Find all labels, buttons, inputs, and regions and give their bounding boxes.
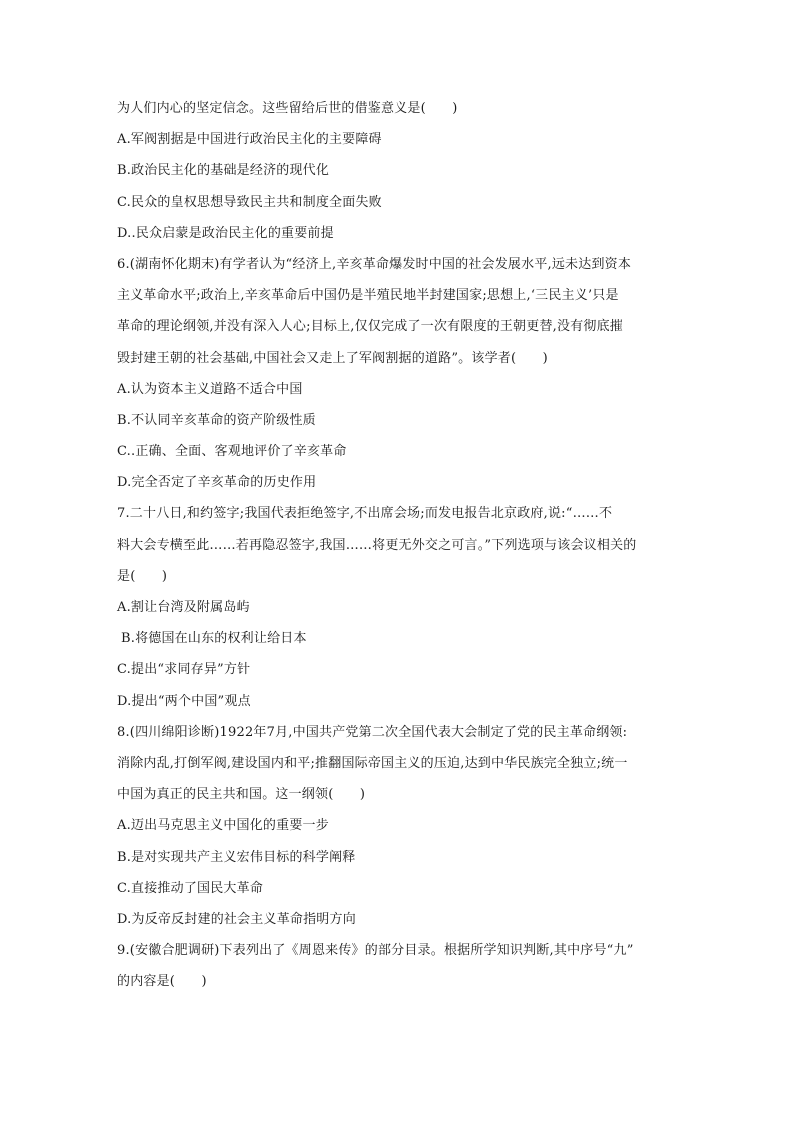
option-a-q8: A.迈出马克思主义中国化的重要一步 <box>117 818 329 834</box>
question-8-line-1: 8.(四川绵阳诊断)1922年7月,中国共产党第二次全国代表大会制定了党的民主革命纲领: <box>117 724 628 740</box>
option-b-q8: B.是对实现共产主义宏伟目标的科学阐释 <box>117 849 356 865</box>
question-6-line-4: 毁封建王朝的社会基础,中国社会又走上了军阀割据的道路”。该学者( ) <box>117 350 548 366</box>
option-d-q7: D.提出“两个中国”观点 <box>117 693 251 709</box>
question-6-line-2: 主义革命水平;政治上,辛亥革命后中国仍是半殖民地半封建国家;思想上,‘三民主义’只是 <box>117 288 619 304</box>
option-c-q5: C.民众的皇权思想导致民主共和制度全面失败 <box>117 194 382 210</box>
option-d-q8: D.为反帝反封建的社会主义革命指明方向 <box>117 911 356 927</box>
option-c-q7: C.提出“求同存异”方针 <box>117 662 251 678</box>
option-b-q5: B.政治民主化的基础是经济的现代化 <box>117 163 330 179</box>
option-b-q7: B.将德国在山东的权利让给日本 <box>121 631 307 647</box>
document-page <box>117 100 687 1004</box>
option-a-q7: A.割让台湾及附属岛屿 <box>117 600 250 615</box>
option-a-q6: A.认为资本主义道路不适合中国 <box>117 381 303 397</box>
option-c-q8: C.直接推动了国民大革命 <box>117 880 264 896</box>
question-9-line-2: 的内容是( ) <box>117 974 207 990</box>
text-line-1: 为人们内心的坚定信念。这些留给后世的借鉴意义是( ) <box>117 101 458 116</box>
option-b-q6: B.不认同辛亥革命的资产阶级性质 <box>117 412 316 428</box>
question-6-line-3: 革命的理论纲领,并没有深入人心;目标上,仅仅完成了一次有限度的王朝更替,没有彻底摧 <box>117 319 623 335</box>
question-9-line-1: 9.(安徽合肥调研)下表列出了《周恩来传》的部分目录。根据所学知识判断,其中序号“九” <box>117 943 634 959</box>
question-6-line-1: 6.(湖南怀化期末)有学者认为“经济上,辛亥革命爆发时中国的社会发展水平,远未达到资本 <box>117 256 632 272</box>
option-a-q5: A.军阀割据是中国进行政治民主化的主要障碍 <box>117 132 382 148</box>
option-d-q5: D..民众启蒙是政治民主化的重要前提 <box>117 225 334 241</box>
question-7-line-3: 是( ) <box>117 568 168 584</box>
option-c-q6: C..正确、全面、客观地评价了辛亥革命 <box>117 444 347 460</box>
question-8-line-3: 中国为真正的民主共和国。这一纲领( ) <box>117 787 366 803</box>
question-7-line-1: 7.二十八日,和约签字;我国代表拒绝签字,不出席会场;而发电报告北京政府,说:“……不 <box>117 506 613 522</box>
option-d-q6: D.完全否定了辛亥革命的历史作用 <box>117 475 317 491</box>
question-7-line-2: 料大会专横至此……若再隐忍签字,我国……将更无外交之可言。”下列选项与该会议相关的 <box>117 537 637 553</box>
question-8-line-2: 消除内乱,打倒军阀,建设国内和平;推翻国际帝国主义的压迫,达到中华民族完全独立;统一 <box>117 755 628 771</box>
